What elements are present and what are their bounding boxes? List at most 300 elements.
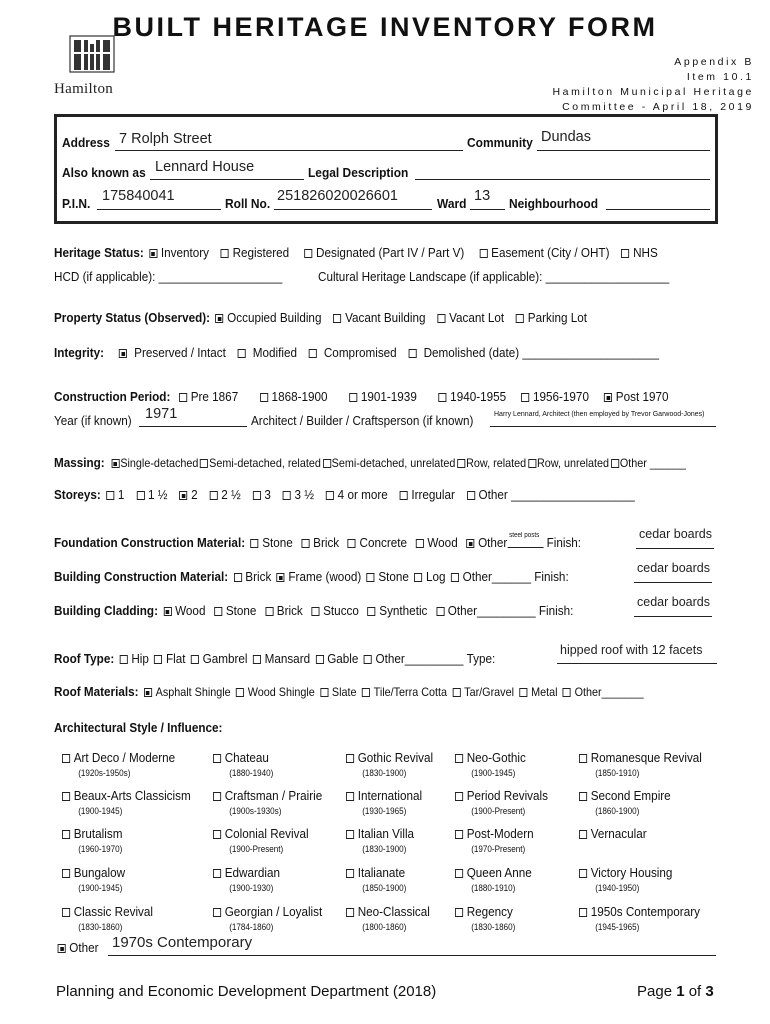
tar-gravel-label: Tar/Gravel — [464, 685, 514, 699]
arch-style-checkbox[interactable] — [62, 830, 70, 839]
construction-period-label: Construction Period: — [54, 389, 171, 404]
arch-style-option[interactable] — [455, 865, 532, 893]
arch-style-other-checkbox[interactable] — [58, 944, 66, 953]
neighbourhood-field[interactable] — [606, 193, 710, 210]
arch-style-checkbox[interactable] — [579, 869, 587, 878]
construction-period-row — [54, 389, 669, 404]
roof-materials-label: Roof Materials: — [54, 684, 139, 699]
foundation-stone-label: Stone — [262, 535, 293, 550]
arch-style-option[interactable] — [346, 904, 430, 932]
metal-checkbox[interactable] — [519, 688, 527, 697]
community-value: Dundas — [541, 129, 591, 145]
wood-shingle-checkbox[interactable] — [236, 688, 244, 697]
heritage-status-label: Heritage Status: — [54, 245, 144, 260]
roof-gambrel-label: Gambrel — [202, 651, 248, 666]
1940-1955-label: 1940-1955 — [450, 389, 507, 404]
cladding-finish-field[interactable] — [634, 595, 712, 617]
cladding-stone-label: Stone — [225, 603, 257, 618]
cladding-wood-label: Wood — [175, 603, 206, 618]
single-detached-checkbox[interactable] — [111, 459, 119, 468]
arch-style-option[interactable] — [346, 788, 422, 816]
pin-label: P.I.N. — [62, 196, 91, 211]
roof-gable-checkbox[interactable] — [315, 655, 323, 664]
cladding-wood-checkbox[interactable] — [163, 607, 171, 616]
storeys-row — [54, 487, 635, 502]
cladding-finish-label: Finish: — [538, 603, 574, 618]
material-brick-checkbox[interactable] — [234, 573, 242, 582]
arch-style-option[interactable] — [213, 904, 322, 932]
tar-gravel-checkbox[interactable] — [452, 688, 460, 697]
heritage-inventory-checkbox[interactable] — [149, 249, 157, 258]
foundation-label: Foundation Construction Material: — [54, 535, 246, 550]
arch-style-years: (1830-1900) — [362, 844, 407, 854]
arch-style-other-value: 1970s Contemporary — [112, 934, 253, 951]
arch-style-option[interactable] — [62, 904, 153, 932]
arch-style-years: (1900-Present) — [471, 806, 526, 816]
arch-style-option[interactable] — [579, 788, 671, 816]
page-current: 1 — [676, 983, 685, 1000]
roll-no-value: 251826020026601 — [277, 188, 398, 204]
legal-description-field[interactable] — [415, 163, 710, 180]
foundation-wood-label: Wood — [427, 535, 458, 550]
storeys-1-5-checkbox[interactable] — [136, 491, 144, 500]
arch-style-years: (1900-1945) — [471, 768, 516, 778]
asphalt-shingle-label: Asphalt Shingle — [155, 685, 231, 699]
roof-gambrel-checkbox[interactable] — [191, 655, 199, 664]
architect-field[interactable] — [490, 411, 716, 427]
arch-style-checkbox[interactable] — [346, 869, 354, 878]
occupied-building-checkbox[interactable] — [215, 314, 223, 323]
arch-style-option[interactable] — [579, 904, 700, 932]
cladding-stucco-checkbox[interactable] — [311, 607, 319, 616]
property-status-row — [54, 310, 587, 325]
arch-style-years: (1880-1940) — [229, 768, 274, 778]
arch-style-checkbox[interactable] — [455, 792, 463, 801]
cladding-synthetic-checkbox[interactable] — [368, 607, 376, 616]
heritage-registered-checkbox[interactable] — [221, 249, 229, 258]
address-label: Address — [62, 135, 110, 150]
material-stone-label: Stone — [378, 569, 409, 584]
building-material-row — [54, 569, 569, 584]
1956-1970-label: 1956-1970 — [532, 389, 589, 404]
integrity-row — [54, 345, 659, 360]
arch-style-checkbox[interactable] — [455, 908, 463, 917]
arch-style-checkbox[interactable] — [62, 754, 70, 763]
cladding-synthetic-label: Synthetic — [379, 603, 428, 618]
arch-style-option[interactable] — [579, 826, 647, 844]
slate-label: Slate — [331, 685, 357, 699]
parking-lot-label: Parking Lot — [527, 310, 587, 325]
address-value: 7 Rolph Street — [119, 131, 212, 147]
preserved-checkbox[interactable] — [119, 349, 127, 358]
arch-style-years: (1900-1930) — [229, 883, 274, 893]
roof-hip-checkbox[interactable] — [120, 655, 128, 664]
arch-style-option[interactable] — [346, 826, 414, 854]
arch-style-other-row — [54, 940, 99, 955]
roof-other-label: Other_________ — [375, 651, 464, 666]
arch-style-name: Italian Villa — [357, 826, 415, 841]
material-frame-checkbox[interactable] — [277, 573, 285, 582]
arch-style-name: Beaux-Arts Classicism — [73, 788, 191, 803]
year-field[interactable] — [139, 406, 247, 427]
foundation-row — [54, 532, 582, 550]
cladding-other-checkbox[interactable] — [436, 607, 444, 616]
arch-style-years: (1800-1860) — [362, 922, 407, 932]
foundation-wood-checkbox[interactable] — [416, 539, 424, 548]
page-of: of — [684, 983, 706, 1000]
integrity-label: Integrity: — [54, 345, 105, 360]
1901-1939-checkbox[interactable] — [349, 393, 357, 402]
year-label: Year (if known) — [54, 413, 132, 428]
city-hall-logo-icon — [68, 34, 116, 74]
roof-type-value: hipped roof with 12 facets — [560, 643, 703, 657]
roof-materials-other-label: Other_______ — [574, 685, 644, 699]
storeys-1-5-label: 1 ½ — [148, 487, 168, 502]
arch-style-option[interactable] — [455, 826, 534, 854]
arch-style-years: (1900-1945) — [78, 806, 123, 816]
storeys-other-label: Other ___________________ — [478, 487, 635, 502]
1901-1939-label: 1901-1939 — [360, 389, 417, 404]
ward-label: Ward — [437, 196, 467, 211]
arch-style-checkbox[interactable] — [213, 754, 221, 763]
heritage-nhs-label: NHS — [633, 245, 658, 260]
arch-style-checkbox[interactable] — [579, 754, 587, 763]
row-related-checkbox[interactable] — [457, 459, 465, 468]
arch-style-name: Classic Revival — [73, 904, 154, 919]
neighbourhood-label: Neighbourhood — [509, 196, 599, 211]
arch-style-checkbox[interactable] — [213, 908, 221, 917]
cladding-stucco-label: Stucco — [323, 603, 359, 618]
heritage-easement-checkbox[interactable] — [479, 249, 487, 258]
foundation-concrete-label: Concrete — [359, 535, 407, 550]
foundation-other-field[interactable] — [507, 532, 543, 548]
arch-style-years: (1930-1965) — [362, 806, 407, 816]
1868-1900-label: 1868-1900 — [271, 389, 328, 404]
1940-1955-checkbox[interactable] — [438, 393, 446, 402]
row-related-label: Row, related — [466, 456, 527, 470]
arch-style-option[interactable] — [213, 750, 273, 778]
arch-style-years: (1830-1900) — [362, 768, 407, 778]
cladding-stone-checkbox[interactable] — [214, 607, 222, 616]
heritage-designated-checkbox[interactable] — [304, 249, 312, 258]
storeys-4-label: 4 or more — [337, 487, 388, 502]
storeys-3-label: 3 — [264, 487, 271, 502]
arch-style-checkbox[interactable] — [579, 908, 587, 917]
arch-style-checkbox[interactable] — [579, 830, 587, 839]
post-1970-label: Post 1970 — [615, 389, 669, 404]
massing-other-checkbox[interactable] — [611, 459, 619, 468]
arch-style-option[interactable] — [346, 750, 433, 778]
form-title: BUILT HERITAGE INVENTORY FORM — [112, 12, 658, 42]
row-unrelated-label: Row, unrelated — [536, 456, 610, 470]
foundation-finish-label: Finish: — [546, 535, 582, 550]
storeys-1-checkbox[interactable] — [106, 491, 114, 500]
arch-style-checkbox[interactable] — [455, 830, 463, 839]
semi-detached-unrelated-label: Semi-detached, unrelated — [331, 456, 456, 470]
heritage-designated-label: Designated (Part IV / Part V) — [316, 245, 465, 260]
arch-style-name: Craftsman / Prairie — [224, 788, 323, 803]
arch-style-years: (1970-Present) — [471, 844, 526, 854]
occupied-building-label: Occupied Building — [227, 310, 322, 325]
heritage-inventory-label: Inventory — [160, 245, 209, 260]
storeys-1-label: 1 — [117, 487, 125, 502]
semi-detached-related-label: Semi-detached, related — [209, 456, 321, 470]
arch-style-name: Italianate — [357, 865, 406, 880]
arch-style-years: (1830-1860) — [78, 922, 123, 932]
arch-style-checkbox[interactable] — [62, 908, 70, 917]
appendix-line-3: Hamilton Municipal Heritage — [552, 86, 754, 98]
storeys-label: Storeys: — [54, 487, 101, 502]
arch-style-years: (1900-Present) — [229, 844, 284, 854]
roof-type-row — [54, 651, 495, 666]
metal-label: Metal — [531, 685, 558, 699]
semi-detached-unrelated-checkbox[interactable] — [323, 459, 331, 468]
arch-style-option[interactable] — [579, 750, 702, 778]
material-log-checkbox[interactable] — [414, 573, 422, 582]
hcd-field[interactable]: HCD (if applicable): ___________________ — [54, 269, 283, 284]
roof-type-type-label: Type: — [466, 651, 496, 666]
page-prefix: Page — [637, 983, 677, 1000]
storeys-other-checkbox[interactable] — [467, 491, 475, 500]
cladding-other-label: Other_________ — [447, 603, 536, 618]
roof-type-field[interactable] — [557, 643, 717, 664]
preserved-label: Preserved / Intact — [134, 345, 226, 360]
foundation-brick-checkbox[interactable] — [301, 539, 309, 548]
cultural-landscape-field[interactable]: Cultural Heritage Landscape (if applicable): ___________________ — [318, 269, 670, 284]
cladding-row — [54, 603, 573, 618]
material-finish-label: Finish: — [534, 569, 569, 584]
architect-label: Architect / Builder / Craftsperson (if known) — [251, 413, 474, 428]
arch-style-checkbox[interactable] — [62, 869, 70, 878]
arch-style-name: Victory Housing — [590, 865, 673, 880]
roof-flat-checkbox[interactable] — [154, 655, 162, 664]
vacant-lot-label: Vacant Lot — [449, 310, 505, 325]
aka-label: Also known as — [62, 165, 146, 180]
heritage-easement-label: Easement (City / OHT) — [491, 245, 610, 260]
roof-mansard-checkbox[interactable] — [253, 655, 261, 664]
cladding-label: Building Cladding: — [54, 603, 158, 618]
material-brick-label: Brick — [245, 569, 272, 584]
demolished-label: Demolished (date) _____________________ — [423, 345, 660, 360]
row-unrelated-checkbox[interactable] — [528, 459, 536, 468]
arch-style-name: International — [357, 788, 423, 803]
arch-style-name: Bungalow — [73, 865, 126, 880]
arch-style-checkbox[interactable] — [346, 792, 354, 801]
tile-label: Tile/Terra Cotta — [373, 685, 448, 699]
arch-style-checkbox[interactable] — [346, 830, 354, 839]
foundation-brick-label: Brick — [313, 535, 340, 550]
property-status-label: Property Status (Observed): — [54, 310, 211, 325]
single-detached-label: Single-detached — [120, 456, 199, 470]
building-material-label: Building Construction Material: — [54, 569, 229, 584]
pin-field[interactable] — [97, 188, 221, 210]
storeys-3-checkbox[interactable] — [253, 491, 261, 500]
address-field[interactable] — [115, 131, 463, 151]
arch-style-years: (1900s-1930s) — [229, 806, 282, 816]
tile-checkbox[interactable] — [362, 688, 370, 697]
arch-style-name: Romanesque Revival — [590, 750, 702, 765]
ward-value: 13 — [474, 188, 491, 204]
arch-style-checkbox[interactable] — [213, 869, 221, 878]
slate-checkbox[interactable] — [320, 688, 328, 697]
foundation-finish-value: cedar boards — [639, 527, 712, 541]
cladding-brick-label: Brick — [276, 603, 303, 618]
aka-field[interactable] — [150, 159, 304, 180]
arch-style-checkbox[interactable] — [346, 908, 354, 917]
legal-description-label: Legal Description — [308, 165, 409, 180]
arch-style-option[interactable] — [62, 750, 175, 778]
storeys-irregular-checkbox[interactable] — [400, 491, 408, 500]
foundation-stone-checkbox[interactable] — [250, 539, 258, 548]
arch-style-name: 1950s Contemporary — [590, 904, 700, 919]
asphalt-shingle-checkbox[interactable] — [144, 688, 152, 697]
arch-style-label: Architectural Style / Influence: — [54, 720, 223, 735]
appendix-line-1: Appendix B — [674, 56, 754, 68]
arch-style-option[interactable] — [62, 788, 191, 816]
arch-style-name: Georgian / Loyalist — [224, 904, 323, 919]
foundation-concrete-checkbox[interactable] — [348, 539, 356, 548]
arch-style-name: Neo-Classical — [357, 904, 430, 919]
arch-style-name: Colonial Revival — [224, 826, 309, 841]
roll-no-field[interactable] — [274, 188, 432, 210]
appendix-line-4: Committee - April 18, 2019 — [562, 101, 754, 113]
arch-style-option[interactable] — [213, 826, 309, 854]
storeys-3-5-checkbox[interactable] — [283, 491, 291, 500]
vacant-building-label: Vacant Building — [345, 310, 426, 325]
roof-type-label: Roof Type: — [54, 651, 115, 666]
arch-style-checkbox[interactable] — [62, 792, 70, 801]
material-finish-field[interactable] — [634, 561, 712, 583]
arch-style-option[interactable] — [213, 788, 322, 816]
arch-style-years: (1784-1860) — [229, 922, 274, 932]
arch-style-name: Regency — [466, 904, 513, 919]
massing-row — [54, 455, 686, 470]
arch-style-name: Second Empire — [590, 788, 671, 803]
arch-style-option[interactable] — [213, 865, 280, 893]
arch-style-name: Period Revivals — [466, 788, 548, 803]
page-total: 3 — [705, 983, 714, 1000]
arch-style-name: Brutalism — [73, 826, 123, 841]
arch-style-option[interactable] — [346, 865, 406, 893]
modified-checkbox[interactable] — [238, 349, 246, 358]
hamilton-logo — [54, 34, 126, 98]
storeys-4-checkbox[interactable] — [326, 491, 334, 500]
massing-other-label: Other ______ — [619, 456, 686, 470]
architect-value: Harry Lennard, Architect (then employed by Trevor Garwood-Jones) — [494, 411, 705, 418]
compromised-checkbox[interactable] — [309, 349, 317, 358]
arch-style-name: Gothic Revival — [357, 750, 434, 765]
material-frame-label: Frame (wood) — [288, 569, 362, 584]
arch-style-years: (1880-1910) — [471, 883, 516, 893]
arch-style-option[interactable] — [62, 826, 122, 854]
arch-style-checkbox[interactable] — [213, 830, 221, 839]
demolished-checkbox[interactable] — [409, 349, 417, 358]
post-1970-checkbox[interactable] — [604, 393, 612, 402]
roof-materials-row — [54, 684, 644, 699]
wood-shingle-label: Wood Shingle — [247, 685, 315, 699]
pin-value: 175840041 — [102, 188, 175, 204]
logo-text: Hamilton — [54, 81, 114, 97]
arch-style-option[interactable] — [455, 904, 515, 932]
roof-other-checkbox[interactable] — [364, 655, 372, 664]
arch-style-years: (1960-1970) — [78, 844, 123, 854]
arch-style-years: (1940-1950) — [595, 883, 640, 893]
community-field[interactable] — [537, 129, 710, 151]
cladding-finish-value: cedar boards — [637, 595, 710, 609]
material-finish-value: cedar boards — [637, 561, 710, 575]
ward-field[interactable] — [470, 188, 505, 210]
roof-materials-other-checkbox[interactable] — [563, 688, 571, 697]
arch-style-name: Post-Modern — [466, 826, 534, 841]
arch-style-option[interactable] — [455, 750, 526, 778]
arch-style-other-field[interactable] — [108, 934, 716, 956]
foundation-other-checkbox[interactable] — [466, 539, 474, 548]
arch-style-other-label: Other — [69, 940, 99, 955]
arch-style-checkbox[interactable] — [455, 754, 463, 763]
arch-style-years: (1920s-1950s) — [78, 768, 131, 778]
storeys-3-5-label: 3 ½ — [294, 487, 315, 502]
storeys-2-5-checkbox[interactable] — [210, 491, 218, 500]
arch-style-option[interactable] — [62, 865, 125, 893]
roof-mansard-label: Mansard — [264, 651, 311, 666]
arch-style-checkbox[interactable] — [455, 869, 463, 878]
1956-1970-checkbox[interactable] — [521, 393, 529, 402]
material-other-checkbox[interactable] — [451, 573, 459, 582]
arch-style-years: (1850-1900) — [362, 883, 407, 893]
pre-1867-checkbox[interactable] — [179, 393, 187, 402]
appendix-line-2: Item 10.1 — [686, 71, 754, 83]
modified-label: Modified — [252, 345, 297, 360]
arch-style-checkbox[interactable] — [346, 754, 354, 763]
arch-style-years: (1945-1965) — [595, 922, 640, 932]
massing-label: Massing: — [54, 455, 105, 470]
arch-style-option[interactable] — [455, 788, 548, 816]
storeys-irregular-label: Irregular — [411, 487, 455, 502]
parking-lot-checkbox[interactable] — [516, 314, 524, 323]
arch-style-checkbox[interactable] — [213, 792, 221, 801]
arch-style-name: Vernacular — [590, 826, 647, 841]
roof-gable-label: Gable — [327, 651, 359, 666]
vacant-lot-checkbox[interactable] — [437, 314, 445, 323]
heritage-status-row — [54, 245, 658, 260]
storeys-2-5-label: 2 ½ — [221, 487, 241, 502]
roll-no-label: Roll No. — [225, 196, 271, 211]
foundation-finish-field[interactable] — [636, 527, 714, 549]
arch-style-name: Neo-Gothic — [466, 750, 526, 765]
1868-1900-checkbox[interactable] — [260, 393, 268, 402]
compromised-label: Compromised — [323, 345, 397, 360]
cladding-brick-checkbox[interactable] — [265, 607, 273, 616]
storeys-2-checkbox[interactable] — [179, 491, 187, 500]
arch-style-option[interactable] — [579, 865, 672, 893]
arch-style-checkbox[interactable] — [579, 792, 587, 801]
community-label: Community — [467, 135, 533, 150]
material-log-label: Log — [426, 569, 446, 584]
roof-hip-label: Hip — [131, 651, 149, 666]
foundation-other-label: Other — [478, 535, 508, 550]
foundation-other-value: steel posts — [509, 532, 540, 539]
arch-style-name: Edwardian — [224, 865, 280, 880]
semi-detached-related-checkbox[interactable] — [200, 459, 208, 468]
heritage-nhs-checkbox[interactable] — [621, 249, 629, 258]
arch-style-years: (1860-1900) — [595, 806, 640, 816]
material-stone-checkbox[interactable] — [367, 573, 375, 582]
footer-department: Planning and Economic Development Department (2018) — [56, 983, 437, 1000]
year-value: 1971 — [145, 406, 178, 422]
arch-style-name: Art Deco / Moderne — [73, 750, 176, 765]
vacant-building-checkbox[interactable] — [333, 314, 341, 323]
aka-value: Lennard House — [155, 159, 255, 175]
